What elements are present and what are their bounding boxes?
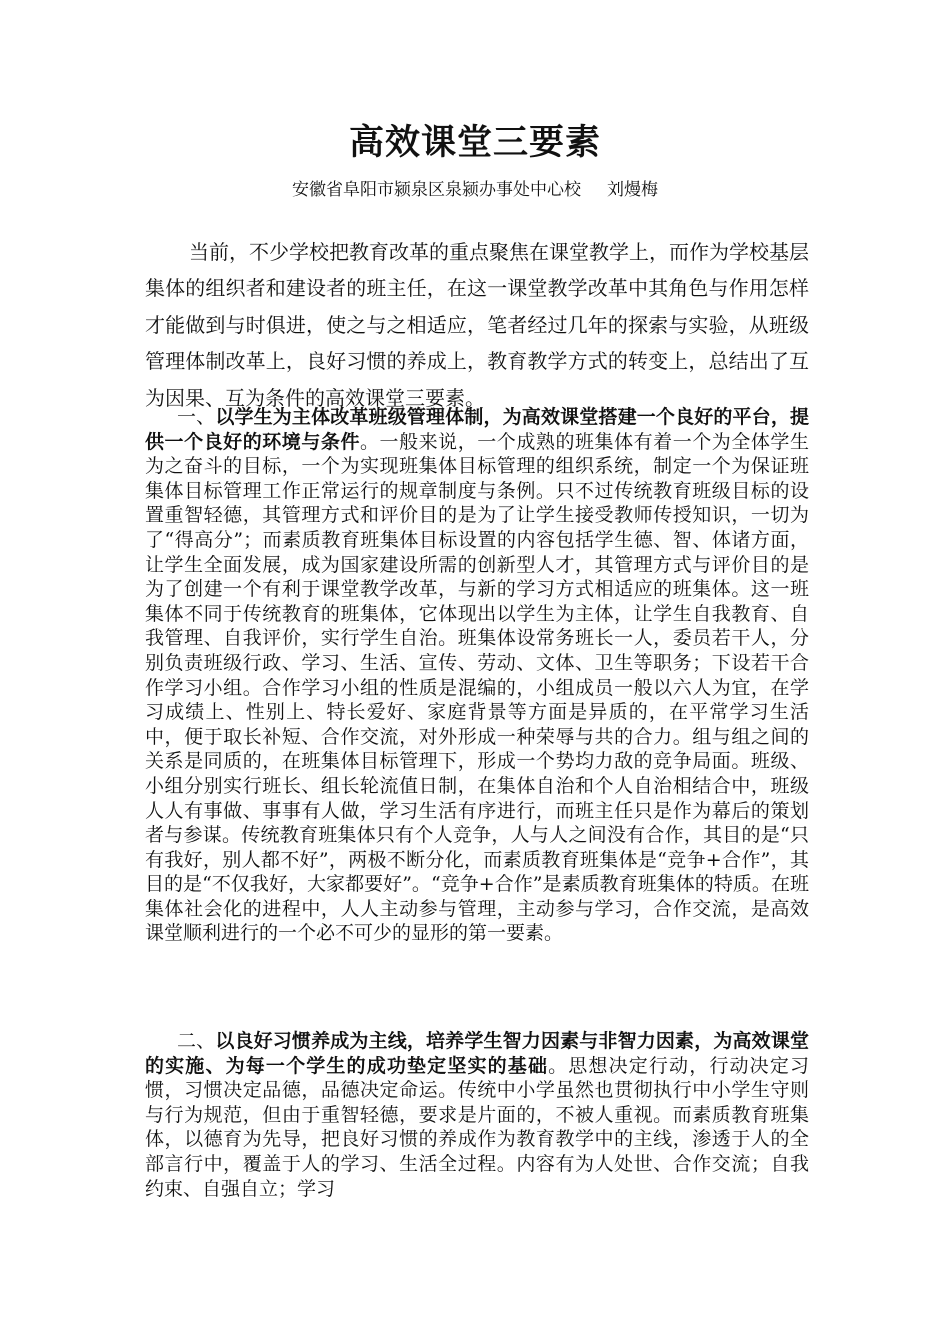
intro-paragraph: 当前，不少学校把教育改革的重点聚焦在课堂教学上，而作为学校基层集体的组织者和建设者的班主任，在这一课堂教学改革中其角色与作用怎样才能做到与时俱进，使之与之相适应，笔者经过几年的探索与实验，从班级管理体制改革上，良好习惯的养成上，教育教学方式的转变上，总结出了互为因果、互为条件的高效课堂三要素。 bbox=[145, 240, 809, 410]
section-2-body: 。思想决定行动，行动决定习惯，习惯决定品德，品德决定命运。传统中小学虽然也贯彻执行中小学生守则与行为规范，但由于重智轻德，要求是片面的，不被人重视。而素质教育班集体，以德育为先导，把良好习惯的养成作为教育教学中的主线，渗透于人的全部言行中，覆盖于人的学习、生活全过程。内容有为人处世、合作交流；自我约束、自强自立；学习 bbox=[145, 1054, 809, 1200]
section-2-number: 二、 bbox=[177, 1030, 216, 1052]
author-line bbox=[0, 178, 950, 202]
document-title: 高效课堂三要素 bbox=[348, 122, 601, 163]
section-2-heading: 以良好习惯养成为主线，培养学生智力因素与非智力因素，为高效课堂的实施、为每一个学生的成功垫定坚实的基础 bbox=[145, 1030, 809, 1077]
section-1-paragraph bbox=[145, 405, 809, 946]
section-1-body: 。一般来说，一个成熟的班集体有着一个为全体学生为之奋斗的目标，一个为实现班集体目标管理的组织系统，制定一个为保证班集体目标管理工作正常运行的规章制度与条例。只不过传统教育班级目标的设置重智轻德，其管理方式和评价目的是为了让学生接受教师传授知识，一切为了“得高分”；而素质教育班集体目标设置的内容包括学生德、智、体诸方面，让学生全面发展，成为国家建设所需的创新型人才，其管理方式与评价目的是为了创建一个有利于课堂教学改革，与新的学习方式相适应的班集体。这一班集体不同于传统教育的班集体，它体现出以学生为主体，让学生自我教育、自我管理、自我评价，实行学生自治。班集体设常务班长一人，委员若干人，分别负责班级行政、学习、生活、宣传、劳动、文体、卫生等职务；下设若干合作学习小组。合作学习小组的性质是混编的，小组成员一般以六人为宜，在学习成绩上、性别上、特长爱好、家庭背景等方面是异质的，在平常学习生活中，便于取长补短、合作交流，对外形成一种荣辱与共的合力。组与组之间的关系是同质的，在班集体目标管理下，形成一个势均力敌的竞争局面。班级、小组分别实行班长、组长轮流值日制，在集体自治和个人自治相结合中，班级人人有事做、事事有人做，学习生活有序进行，而班主任只是作为幕后的策划者与参谋。传统教育班集体只有个人竞争，人与人之间没有合作，其目的是“只有我好，别人都不好”，两极不断分化，而素质教育班集体是“竞争+合作”，其目的是“不仅我好，大家都要好”。“竞争+合作”是素质教育班集体的特质。在班集体社会化的进程中，人人主动参与管理，主动参与学习，合作交流，是高效课堂顺利进行的一个必不可少的显形的第一要素。 bbox=[145, 430, 809, 945]
author-organization: 安徽省阜阳市颍泉区泉颍办事处中心校 bbox=[292, 180, 581, 200]
section-1-number: 一、 bbox=[177, 406, 216, 428]
author-name: 刘熳梅 bbox=[607, 180, 658, 200]
section-2-paragraph bbox=[145, 1029, 809, 1201]
section-1-heading: 以学生为主体改革班级管理体制，为高效课堂搭建一个良好的平台，提供一个良好的环境与条件 bbox=[145, 406, 809, 453]
